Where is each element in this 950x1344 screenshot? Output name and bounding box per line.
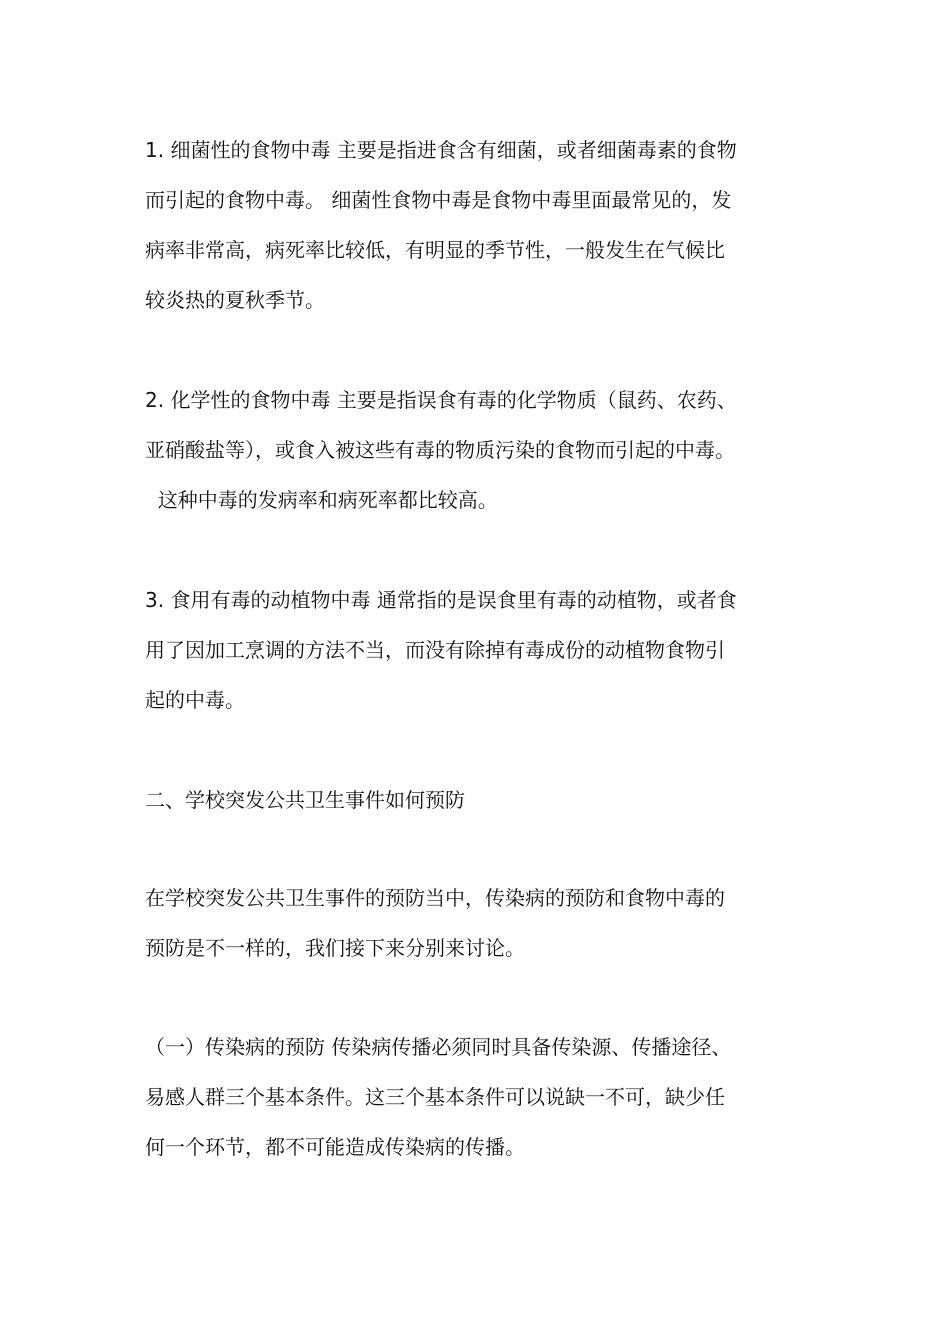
text-line: 较炎热的夏秋季节。 <box>145 288 325 312</box>
text-line: 用了因加工烹调的方法不当，而没有除掉有毒成份的动植物食物引 <box>145 638 725 662</box>
paragraph-infectious-disease-prevention <box>145 1022 825 1172</box>
text-line: 而引起的食物中毒。 细菌性食物中毒是食物中毒里面最常见的，发 <box>145 188 732 212</box>
text-line: 在学校突发公共卫生事件的预防当中，传染病的预防和食物中毒的 <box>145 886 725 910</box>
text-line: 这种中毒的发病率和病死率都比较高。 <box>145 488 498 512</box>
text-line: 2. 化学性的食物中毒 主要是指误食有毒的化学物质（鼠药、农药、 <box>145 388 737 412</box>
text-line: 易感人群三个基本条件。这三个基本条件可以说缺一不可，缺少任 <box>145 1085 725 1109</box>
paragraph-chemical-poisoning <box>145 375 825 525</box>
heading-line: 二、学校突发公共卫生事件如何预防 <box>145 788 465 812</box>
paragraph-toxic-plants-animals <box>145 575 825 725</box>
text-line: 预防是不一样的，我们接下来分别来讨论。 <box>145 936 525 960</box>
text-line: 3. 食用有毒的动植物中毒 通常指的是误食里有毒的动植物，或者食 <box>145 588 737 612</box>
text-line: 起的中毒。 <box>145 688 245 712</box>
text-line: 1. 细菌性的食物中毒 主要是指进食含有细菌，或者细菌毒素的食物 <box>145 138 737 162</box>
text-line: 亚硝酸盐等），或食入被这些有毒的物质污染的食物而引起的中毒。 <box>145 438 735 462</box>
text-line: 何一个环节，都不可能造成传染病的传播。 <box>145 1135 525 1159</box>
text-line: （一）传染病的预防 传染病传播必须同时具备传染源、传播途径、 <box>145 1035 732 1059</box>
text-line: 病率非常高，病死率比较低，有明显的季节性，一般发生在气候比 <box>145 238 725 262</box>
section-heading-prevention <box>145 775 825 825</box>
paragraph-bacterial-poisoning <box>145 125 825 325</box>
paragraph-prevention-intro <box>145 873 825 973</box>
